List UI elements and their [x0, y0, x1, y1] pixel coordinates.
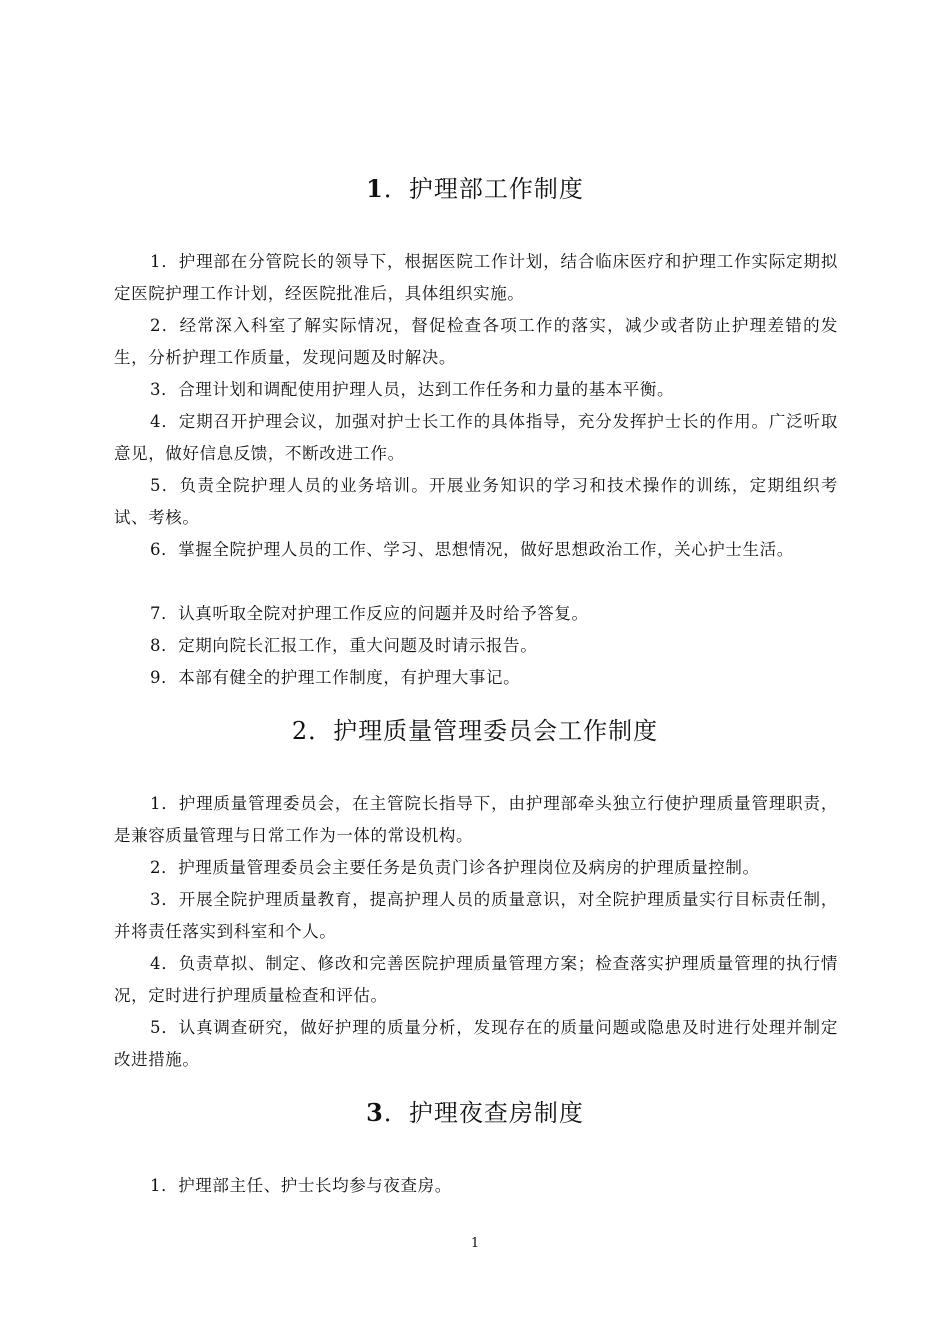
section-3-number: 3 — [366, 1098, 384, 1127]
section-2-title — [0, 716, 950, 746]
section-1-item-9: 9．本部有健全的护理工作制度，有护理大事记。 — [150, 668, 521, 687]
section-1-item-3: 3．合理计划和调配使用护理人员，达到工作任务和力量的基本平衡。 — [150, 380, 675, 399]
section-1-title-text: ．护理部工作制度 — [383, 175, 584, 203]
section-1-item-4: 4．定期召开护理会议，加强对护士长工作的具体指导，充分发挥护士长的作用。广泛听取意见，做好信息反馈，不断改进工作。 — [114, 412, 838, 463]
section-1-item-1: 1．护理部在分管院长的领导下，根据医院工作计划，结合临床医疗和护理工作实际定期拟定医院护理工作计划，经医院批准后，具体组织实施。 — [114, 252, 838, 303]
section-1-item-5: 5．负责全院护理人员的业务培训。开展业务知识的学习和技术操作的训练，定期组织考试、考核。 — [114, 476, 838, 527]
section-1-item-2: 2．经常深入科室了解实际情况，督促检查各项工作的落实，减少或者防止护理差错的发生，分析护理工作质量，发现问题及时解决。 — [114, 316, 838, 367]
section-2-item-4: 4．负责草拟、制定、修改和完善医院护理质量管理方案；检查落实护理质量管理的执行情况，定时进行护理质量检查和评估。 — [114, 954, 838, 1005]
section-1-number: 1 — [366, 174, 384, 203]
section-2-number: 2 — [291, 717, 309, 745]
section-2-item-1: 1．护理质量管理委员会，在主管院长指导下，由护理部牵头独立行使护理质量管理职责，是兼容质量管理与日常工作为一体的常设机构。 — [114, 794, 838, 845]
section-3-title-text: ．护理夜查房制度 — [383, 1099, 584, 1127]
section-2-item-2: 2．护理质量管理委员会主要任务是负责门诊各护理岗位及病房的护理质量控制。 — [150, 858, 760, 877]
section-2-item-5: 5．认真调查研究，做好护理的质量分析，发现存在的质量问题或隐患及时进行处理并制定改进措施。 — [114, 1018, 838, 1069]
section-2-title-text: ．护理质量管理委员会工作制度 — [308, 717, 659, 745]
section-3-title — [0, 1098, 950, 1128]
section-1-item-8: 8．定期向院长汇报工作，重大问题及时请示报告。 — [150, 636, 538, 655]
section-3-item-1: 1．护理部主任、护士长均参与夜查房。 — [150, 1176, 452, 1195]
section-1-title — [0, 174, 950, 204]
section-2-item-3: 3．开展全院护理质量教育，提高护理人员的质量意识，对全院护理质量实行目标责任制，并将责任落实到科室和个人。 — [114, 890, 838, 941]
page-number: 1 — [470, 1236, 480, 1251]
section-1-item-7: 7．认真听取全院对护理工作反应的问题并及时给予答复。 — [150, 604, 589, 623]
section-1-item-6: 6．掌握全院护理人员的工作、学习、思想情况，做好思想政治工作，关心护士生活。 — [150, 540, 794, 559]
